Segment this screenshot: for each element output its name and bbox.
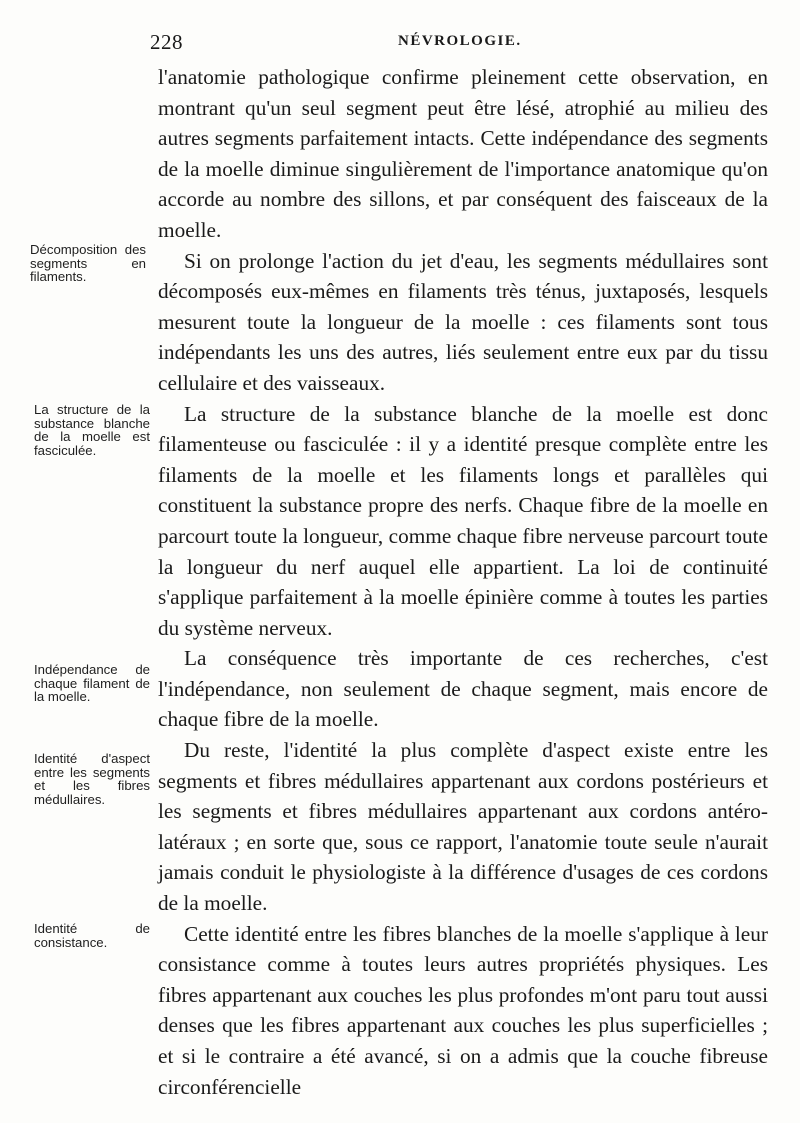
- paragraph: La conséquence très importante de ces recherches, c'est l'indépendance, non seulement de chaque segment, mais encore de chaque fibre de la moelle.: [158, 646, 768, 732]
- paragraph: La structure de la substance blanche de la moelle est donc filamenteuse ou fasciculée : il y a identité presque complète entre les filaments de la moelle et les filaments longs et parallèles qui constituent la substance propre des nerfs. Chaque fibre de la moelle en parcourt toute la longueur, comme chaque fibre nerveuse parcourt toute la longueur du nerf auquel elle appartient. La loi de continuité s'applique parfaitement à la moelle épinière comme à toutes les parties du système nerveux.: [158, 401, 768, 640]
- page-header: [150, 30, 770, 58]
- body-text: [158, 62, 768, 1102]
- margin-note: Indépendance de chaque filament de la moelle.: [34, 662, 150, 704]
- margin-note: Décomposition des segments en filaments.: [30, 242, 146, 284]
- running-head: NÉVROLOGIE.: [398, 33, 522, 49]
- margin-note: Identité de consistance.: [34, 921, 150, 950]
- paragraph: Cette identité entre les fibres blanches de la moelle s'applique à leur consistance comme à toutes leurs autres propriétés physiques. Les fibres appartenant aux couches les plus profondes m'ont paru tout aussi denses que les fibres appartenant aux couches les plus superficielles ; et si le contraire a été avancé, si on a admis que la couche fibreuse circonférencielle: [158, 921, 768, 1099]
- paragraph: Du reste, l'identité la plus complète d'aspect existe entre les segments et fibres médullaires appartenant aux cordons postérieurs et les segments et fibres médullaires appartenant aux cordons antéro-latéraux ; en sorte que, sous ce rapport, l'anatomie toute seule n'aurait jamais conduit le physiologiste à la différence d'usages de ces cordons de la moelle.: [158, 738, 768, 916]
- paragraph: l'anatomie pathologique confirme pleinement cette observation, en montrant qu'un seul segment peut être lésé, atrophié au milieu des autres segments parfaitement intacts. Cette indépendance des segments de la moelle diminue singulièrement de l'importance anatomique qu'on accorde au nombre des sillons, et par conséquent des faisceaux de la moelle.: [158, 65, 768, 242]
- margin-note: La structure de la substance blanche de la moelle est fasciculée.: [34, 402, 150, 458]
- page-number: 228: [150, 30, 183, 54]
- margin-note: Identité d'aspect entre les segments et les fibres médullaires.: [34, 751, 150, 807]
- paragraph: Si on prolonge l'action du jet d'eau, les segments médullaires sont décomposés eux-mêmes en filaments très ténus, juxtaposés, lesquels mesurent toute la longueur de la moelle : ces filaments sont tous indépendants les uns des autres, liés seulement entre eux par du tissu cellulaire et des vaisseaux.: [158, 248, 768, 395]
- margin-notes: [0, 0, 150, 1123]
